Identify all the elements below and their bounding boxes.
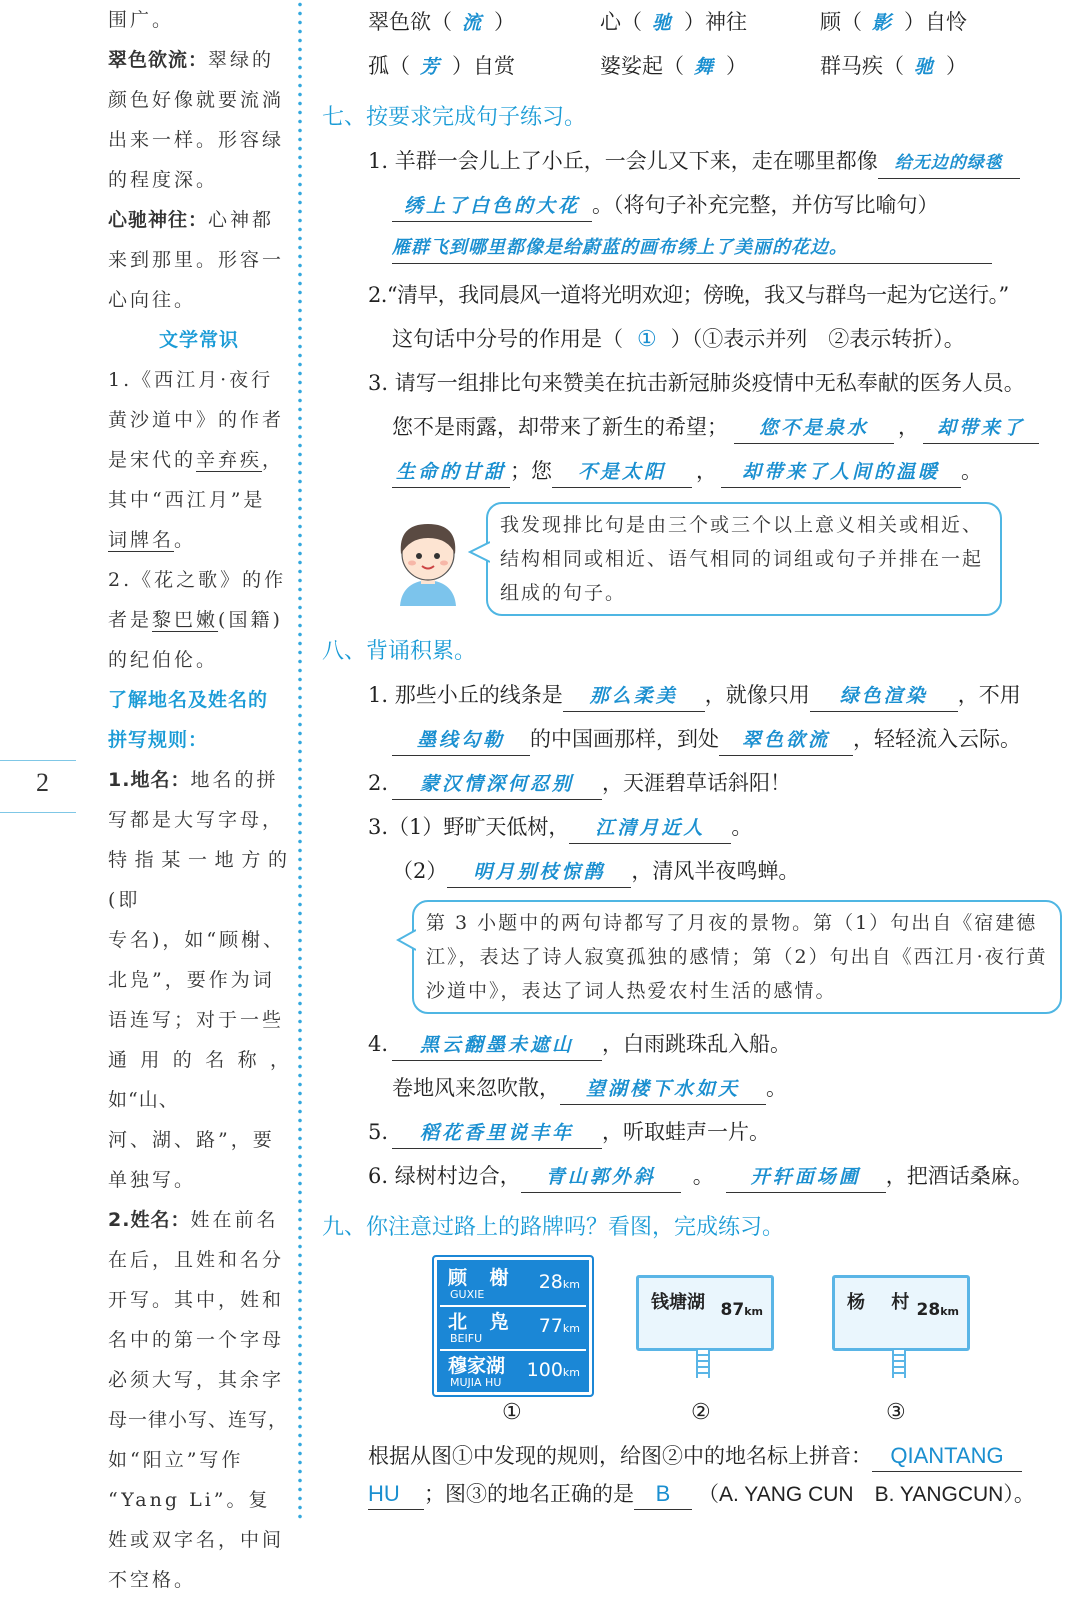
s7-q1-line1: 1. 羊群一会儿上了小丘，一会儿又下来，走在哪里都像 给无边的绿毯	[368, 145, 1020, 179]
sidebar-line: 翠绿的	[208, 49, 275, 71]
sidebar-line: 单独写。	[108, 1169, 197, 1191]
sign-row-guxie: 顾 榭 GUXIE 28km	[448, 1267, 580, 1301]
sidebar-line: 的纪伯伦。	[108, 649, 219, 671]
s7-q3-line3: 生命的甘甜 ；您 不是太阳 ， 却带来了人间的温暖 。	[392, 455, 982, 488]
sidebar-line: 开写。其中，姓和	[108, 1289, 285, 1311]
s8-q2: 2. 蒙汉情深何忍别 ，天涯碧草话斜阳！	[368, 767, 791, 800]
sidebar-text: 姓在前名	[190, 1209, 279, 1231]
sidebar-line: 1.《西江月·夜行	[108, 369, 274, 391]
page-number: 2	[36, 768, 49, 797]
s7-q1-line2: 绣上了白色的大花 。（将句子补充完整，并仿写比喻句）	[392, 189, 939, 222]
sidebar-line: 必须大写，其余字	[108, 1369, 285, 1391]
s7-q2-line2: 这句话中分号的作用是（ ① ）（①表示并列 ②表示转折）。	[392, 326, 965, 351]
bubble-tail-icon	[396, 928, 416, 952]
s9-question-line2: HU ；图③的地名正确的是 B （A. YANG CUN B. YANGCUN）。	[368, 1478, 1035, 1510]
dotted-divider	[298, 0, 302, 1523]
sidebar-line: 姓或双字名，中间	[108, 1529, 285, 1551]
sidebar-line: 特指某一地方的(即	[108, 849, 290, 911]
sidebar-line: 河、湖、路”，要	[108, 1129, 275, 1151]
section-8-title: 八、背诵积累。	[322, 639, 477, 664]
sidebar-line: 语连写；对于一些	[108, 1009, 285, 1031]
s8-q6: 6. 绿树村边合， 青山郭外斜 。 开轩面场圃 ，把酒话桑麻。	[368, 1160, 1033, 1193]
caption-2: ②	[691, 1400, 711, 1425]
fill-word-3: 顾（ 影 ）自怜	[820, 10, 968, 34]
sign-pole	[696, 1348, 710, 1378]
underlined-author: 辛弃疾	[196, 449, 263, 471]
sidebar-line: 心向往。	[108, 289, 197, 311]
underlined-cipaiming: 词牌名	[108, 529, 175, 551]
sidebar-line: 的程度深。	[108, 169, 219, 191]
sidebar-line: 专名)，如“顾榭、	[108, 929, 286, 951]
sidebar-line: 在后，且姓和名分	[108, 1249, 285, 1271]
sign-row-mujiahu: 穆家湖 MUJIA HU 100km	[448, 1355, 580, 1389]
sidebar-line: 围广。	[108, 9, 175, 31]
tip-bubble-parallelism: 我发现排比句是由三个或三个以上意义相关或相近、结构相同或相近、语气相同的词组或句子并排在一起组成的句子。	[486, 502, 1002, 616]
sidebar-text: 者是	[108, 609, 153, 631]
s7-q2-line1: 2.“清早，我同晨风一道将光明欢迎；傍晚，我又与群鸟一起为它送行。”	[368, 283, 1009, 307]
fill-word-4: 孤（ 芳 ）自赏	[368, 54, 516, 78]
road-sign-3: 杨 村 28km	[832, 1275, 970, 1351]
sidebar-line: 心神都	[208, 209, 275, 231]
s8-q1-line1: 1. 那些小丘的线条是 那么柔美 ，就像只用 绿色渲染 ，不用	[368, 679, 1021, 712]
sidebar-line: 不空格。	[108, 1569, 197, 1591]
caption-3: ③	[886, 1400, 906, 1425]
sidebar-notes	[108, 0, 290, 1600]
sidebar-line: 2.《花之歌》的作	[108, 569, 287, 591]
s8-q3-line1: 3.（1）野旷天低树， 江清月近人 。	[368, 811, 752, 844]
kid-avatar-icon	[388, 512, 468, 606]
page-number-rule-bottom	[0, 812, 76, 813]
s8-q4-line2: 卷地风来忽吹散， 望湖楼下水如天 。	[392, 1072, 787, 1105]
fill-word-2: 心（ 驰 ）神往	[600, 10, 748, 34]
s7-q3-line2: 您不是雨露，却带来了新生的希望； 您不是泉水 ， 却带来了	[392, 411, 1039, 444]
underlined-country: 黎巴嫩	[152, 609, 219, 631]
fill-word-6: 群马疾（ 驰 ）	[820, 54, 968, 78]
road-sign-2: 钱塘湖 87km	[636, 1275, 774, 1351]
sidebar-line: 颜色好像就要流淌	[108, 89, 285, 111]
s8-q4-line1: 4. 黑云翻墨未遮山 ，白雨跳珠乱入船。	[368, 1028, 791, 1061]
sidebar-line: 黄沙道中》的作者	[108, 409, 285, 431]
sidebar-line: 其中“西江月”是	[108, 489, 266, 511]
sidebar-text: 地名的拼	[190, 769, 279, 791]
sign-row-beifu: 北 凫 BEIFU 77km	[448, 1311, 580, 1345]
sidebar-line: 来到那里。形容一	[108, 249, 285, 271]
sidebar-text: 是宋代的	[108, 449, 197, 471]
sidebar-line: 名中的第一个字母	[108, 1329, 285, 1351]
sidebar-heading-wenxue: 文学常识	[158, 329, 239, 351]
s9-question-line1: 根据从图①中发现的规则，给图②中的地名标上拼音： QIANTANG	[368, 1440, 1022, 1472]
sidebar-line: 如“阳立”写作	[108, 1449, 244, 1471]
sign-pole	[892, 1348, 906, 1378]
tip-bubble-poems: 第 3 小题中的两句诗都写了月夜的景物。第（1）句出自《宿建德江》，表达了诗人寂寞孤独的感情；第（2）句出自《西江月·夜行黄沙道中》，表达了词人热爱农村生活的感情。	[412, 900, 1062, 1014]
s8-q1-line2: 墨线勾勒 的中国画那样，到处 翠色欲流 ，轻轻流入云际。	[392, 723, 1021, 756]
fill-word-5: 婆娑起（ 舞 ）	[600, 54, 748, 78]
keyword-cuiseyuliu: 翠色欲流：	[108, 49, 209, 71]
keyword-xinchishenwang: 心驰神往：	[108, 209, 209, 231]
s8-q5: 5. 稻花香里说丰年 ，听取蛙声一片。	[368, 1116, 770, 1149]
fill-word-1: 翠色欲（ 流 ）	[368, 10, 516, 34]
section-9-title: 九、你注意过路上的路牌吗？看图，完成练习。	[322, 1215, 785, 1240]
keyword-placename: 1.地名：	[108, 769, 191, 791]
sidebar-text: ，	[262, 449, 285, 471]
sidebar-line: 母一律小写、连写，	[108, 1409, 289, 1431]
road-sign-1	[432, 1255, 594, 1397]
sidebar-line: 北凫”，要作为词	[108, 969, 275, 991]
keyword-personname: 2.姓名：	[108, 1209, 191, 1231]
bubble-tail-icon	[468, 540, 490, 564]
sidebar-line: 出来一样。形容绿	[108, 129, 285, 151]
sidebar-line: 通用的名称，如“山、	[108, 1049, 290, 1111]
caption-1: ①	[502, 1400, 522, 1425]
sidebar-text: 。	[174, 529, 197, 551]
s7-q1-imitation: 雁群飞到哪里都像是给蔚蓝的画布绣上了美丽的花边。	[392, 233, 992, 264]
sidebar-text: (国籍)	[218, 609, 283, 631]
sidebar-heading-rules-2: 拼写规则：	[108, 729, 209, 751]
sidebar-line: 写都是大写字母，	[108, 809, 285, 831]
sidebar-heading-rules: 了解地名及姓名的	[108, 689, 269, 711]
page-number-rule-top	[0, 760, 76, 761]
s7-q3-line1: 3. 请写一组排比句来赞美在抗击新冠肺炎疫情中无私奉献的医务人员。	[368, 371, 1025, 395]
s8-q3-line2: （2） 明月别枝惊鹊 ，清风半夜鸣蝉。	[392, 855, 799, 888]
section-7-title: 七、按要求完成句子练习。	[322, 105, 587, 130]
sidebar-line: “Yang Li”。复	[108, 1489, 271, 1511]
